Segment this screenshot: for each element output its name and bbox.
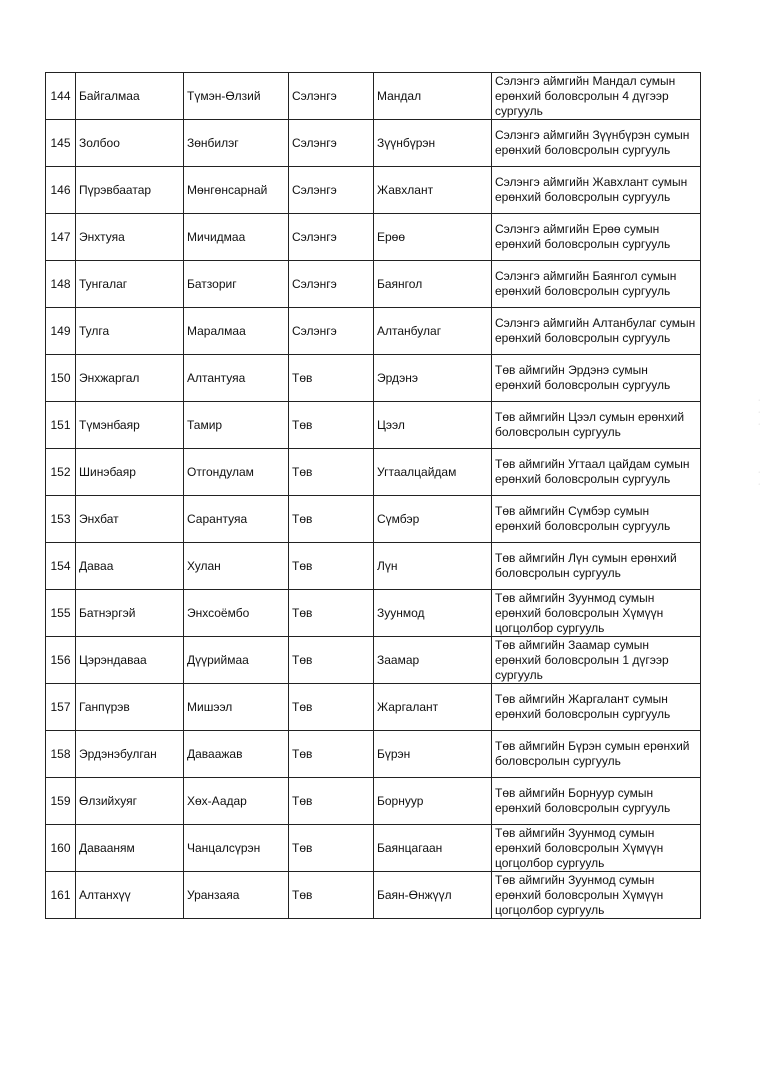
student-name-cell: Алтанхүү (76, 872, 184, 919)
sum-name-cell: Эрдэнэ (374, 355, 492, 402)
student-name-cell: Давааням (76, 825, 184, 872)
sum-name-cell: Цээл (374, 402, 492, 449)
row-number-cell: 160 (46, 825, 76, 872)
parent-name-cell: Мишээл (184, 684, 289, 731)
row-number-cell: 148 (46, 261, 76, 308)
parent-name-cell: Сарантуяа (184, 496, 289, 543)
table-row (46, 731, 701, 778)
row-number-cell: 158 (46, 731, 76, 778)
row-number-cell: 157 (46, 684, 76, 731)
student-name-cell: Золбоо (76, 120, 184, 167)
student-name-cell: Эрдэнэбулган (76, 731, 184, 778)
aimag-name-cell: Төв (289, 825, 374, 872)
aimag-name-cell: Төв (289, 872, 374, 919)
parent-name-cell: Батзориг (184, 261, 289, 308)
sum-name-cell: Баянгол (374, 261, 492, 308)
table-row (46, 684, 701, 731)
student-name-cell: Энхжаргал (76, 355, 184, 402)
aimag-name-cell: Сэлэнгэ (289, 261, 374, 308)
parent-name-cell: Хөх-Аадар (184, 778, 289, 825)
sum-name-cell: Ерөө (374, 214, 492, 261)
row-number-cell: 145 (46, 120, 76, 167)
student-name-cell: Ганпүрэв (76, 684, 184, 731)
sum-name-cell: Жаргалант (374, 684, 492, 731)
aimag-name-cell: Сэлэнгэ (289, 120, 374, 167)
table-row (46, 214, 701, 261)
sum-name-cell: Баянцагаан (374, 825, 492, 872)
table-row (46, 308, 701, 355)
table-row (46, 120, 701, 167)
aimag-name-cell: Сэлэнгэ (289, 167, 374, 214)
aimag-name-cell: Төв (289, 449, 374, 496)
aimag-name-cell: Төв (289, 543, 374, 590)
school-name-cell: Сэлэнгэ аймгийн Ерөө сумын ерөнхий боловсролын сургууль (492, 214, 701, 261)
student-name-cell: Даваа (76, 543, 184, 590)
row-number-cell: 154 (46, 543, 76, 590)
sum-name-cell: Лүн (374, 543, 492, 590)
school-name-cell: Сэлэнгэ аймгийн Зүүнбүрэн сумын ерөнхий боловсролын сургууль (492, 120, 701, 167)
parent-name-cell: Зөнбилэг (184, 120, 289, 167)
aimag-name-cell: Төв (289, 355, 374, 402)
sum-name-cell: Угтаалцайдам (374, 449, 492, 496)
row-number-cell: 144 (46, 73, 76, 120)
aimag-name-cell: Төв (289, 496, 374, 543)
aimag-name-cell: Төв (289, 402, 374, 449)
sum-name-cell: Мандал (374, 73, 492, 120)
school-name-cell: Төв аймгийн Заамар сумын ерөнхий боловсролын 1 дүгээр сургууль (492, 637, 701, 684)
school-name-cell: Сэлэнгэ аймгийн Алтанбулаг сумын ерөнхий боловсролын сургууль (492, 308, 701, 355)
sum-name-cell: Сүмбэр (374, 496, 492, 543)
aimag-name-cell: Төв (289, 637, 374, 684)
student-name-cell: Энхбат (76, 496, 184, 543)
parent-name-cell: Дүүриймаа (184, 637, 289, 684)
table-row (46, 590, 701, 637)
school-name-cell: Сэлэнгэ аймгийн Мандал сумын ерөнхий боловсролын 4 дүгээр сургууль (492, 73, 701, 120)
sum-name-cell: Зуунмод (374, 590, 492, 637)
student-name-cell: Цэрэндаваа (76, 637, 184, 684)
sum-name-cell: Алтанбулаг (374, 308, 492, 355)
parent-name-cell: Хулан (184, 543, 289, 590)
row-number-cell: 151 (46, 402, 76, 449)
sum-name-cell: Жавхлант (374, 167, 492, 214)
parent-name-cell: Маралмаа (184, 308, 289, 355)
student-name-cell: Пүрэвбаатар (76, 167, 184, 214)
student-name-cell: Байгалмаа (76, 73, 184, 120)
student-name-cell: Батнэргэй (76, 590, 184, 637)
student-name-cell: Тулга (76, 308, 184, 355)
school-name-cell: Төв аймгийн Зуунмод сумын ерөнхий боловсролын Хүмүүн цогцолбор сургууль (492, 590, 701, 637)
aimag-name-cell: Сэлэнгэ (289, 214, 374, 261)
sum-name-cell: Заамар (374, 637, 492, 684)
parent-name-cell: Энхсоёмбо (184, 590, 289, 637)
sum-name-cell: Борнуур (374, 778, 492, 825)
table-row (46, 496, 701, 543)
row-number-cell: 150 (46, 355, 76, 402)
parent-name-cell: Алтантуяа (184, 355, 289, 402)
row-number-cell: 149 (46, 308, 76, 355)
row-number-cell: 152 (46, 449, 76, 496)
parent-name-cell: Түмэн-Өлзий (184, 73, 289, 120)
table-row (46, 449, 701, 496)
parent-name-cell: Даваажав (184, 731, 289, 778)
parent-name-cell: Отгондулам (184, 449, 289, 496)
school-name-cell: Төв аймгийн Лүн сумын ерөнхий боловсролын сургууль (492, 543, 701, 590)
table-row (46, 543, 701, 590)
parent-name-cell: Мөнгөнсарнай (184, 167, 289, 214)
school-name-cell: Төв аймгийн Зуунмод сумын ерөнхий боловсролын Хүмүүн цогцолбор сургууль (492, 825, 701, 872)
school-name-cell: Төв аймгийн Бүрэн сумын ерөнхий боловсролын сургууль (492, 731, 701, 778)
school-name-cell: Төв аймгийн Цээл сумын ерөнхий боловсролын сургууль (492, 402, 701, 449)
sum-name-cell: Зүүнбүрэн (374, 120, 492, 167)
sum-name-cell: Бүрэн (374, 731, 492, 778)
row-number-cell: 155 (46, 590, 76, 637)
school-name-cell: Төв аймгийн Сүмбэр сумын ерөнхий боловсролын сургууль (492, 496, 701, 543)
parent-name-cell: Тамир (184, 402, 289, 449)
student-name-cell: Энхтуяа (76, 214, 184, 261)
student-name-cell: Тунгалаг (76, 261, 184, 308)
aimag-name-cell: Төв (289, 778, 374, 825)
aimag-name-cell: Төв (289, 731, 374, 778)
school-name-cell: Төв аймгийн Угтаал цайдам сумын ерөнхий боловсролын сургууль (492, 449, 701, 496)
school-name-cell: Төв аймгийн Борнуур сумын ерөнхий боловсролын сургууль (492, 778, 701, 825)
aimag-name-cell: Төв (289, 590, 374, 637)
school-name-cell: Сэлэнгэ аймгийн Жавхлант сумын ерөнхий боловсролын сургууль (492, 167, 701, 214)
table-row (46, 73, 701, 120)
table-row (46, 402, 701, 449)
table-row (46, 637, 701, 684)
sum-name-cell: Баян-Өнжүүл (374, 872, 492, 919)
table-row (46, 355, 701, 402)
row-number-cell: 147 (46, 214, 76, 261)
school-name-cell: Төв аймгийн Эрдэнэ сумын ерөнхий боловсролын сургууль (492, 355, 701, 402)
row-number-cell: 159 (46, 778, 76, 825)
student-roster-table (45, 72, 701, 919)
row-number-cell: 161 (46, 872, 76, 919)
table-row (46, 778, 701, 825)
table-row (46, 825, 701, 872)
aimag-name-cell: Сэлэнгэ (289, 308, 374, 355)
row-number-cell: 153 (46, 496, 76, 543)
student-name-cell: Түмэнбаяр (76, 402, 184, 449)
student-name-cell: Өлзийхуяг (76, 778, 184, 825)
table-row (46, 261, 701, 308)
row-number-cell: 146 (46, 167, 76, 214)
table-row (46, 167, 701, 214)
aimag-name-cell: Сэлэнгэ (289, 73, 374, 120)
student-name-cell: Шинэбаяр (76, 449, 184, 496)
table-row (46, 872, 701, 919)
aimag-name-cell: Төв (289, 684, 374, 731)
row-number-cell: 156 (46, 637, 76, 684)
parent-name-cell: Уранзаяа (184, 872, 289, 919)
school-name-cell: Төв аймгийн Жаргалант сумын ерөнхий боловсролын сургууль (492, 684, 701, 731)
school-name-cell: Сэлэнгэ аймгийн Баянгол сумын ерөнхий боловсролын сургууль (492, 261, 701, 308)
school-name-cell: Төв аймгийн Зуунмод сумын ерөнхий боловсролын Хүмүүн цогцолбор сургууль (492, 872, 701, 919)
parent-name-cell: Мичидмаа (184, 214, 289, 261)
parent-name-cell: Чанцалсүрэн (184, 825, 289, 872)
scan-margin-marks: · · · · · (758, 397, 761, 488)
roster-body (46, 73, 701, 919)
